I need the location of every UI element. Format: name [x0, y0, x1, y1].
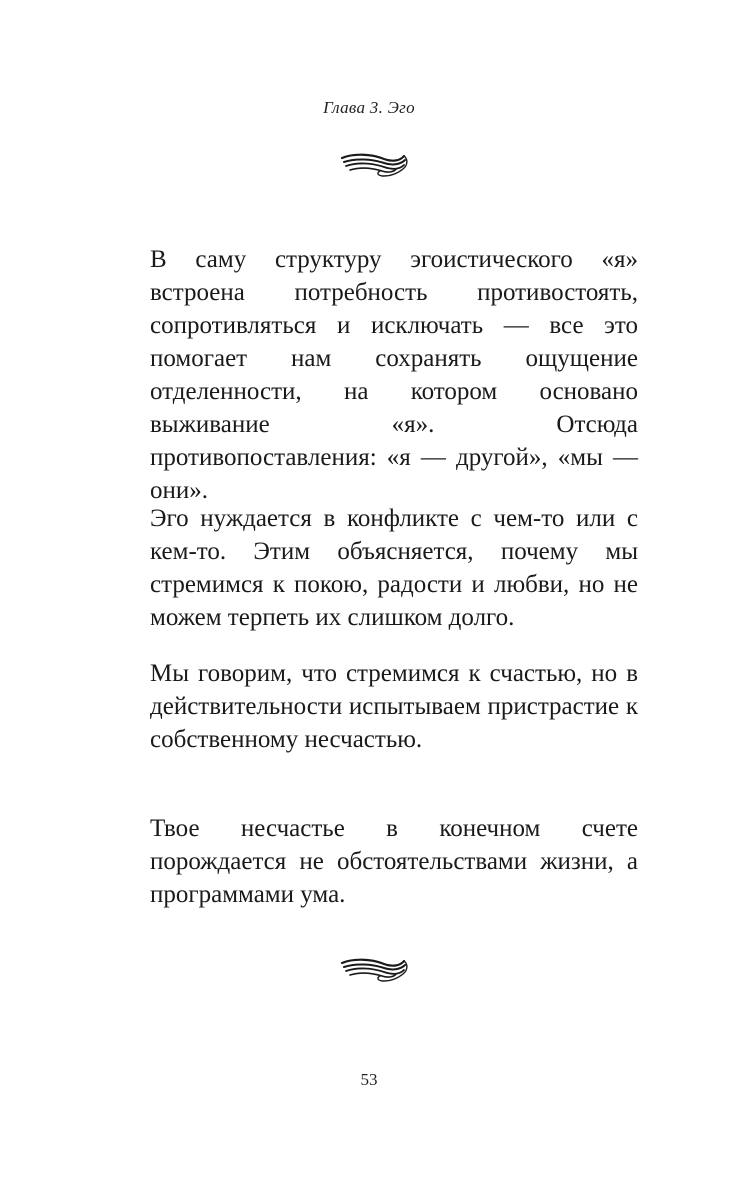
- paragraph-4: [150, 812, 638, 911]
- paragraph-3-text: Мы говорим, что стремимся к счастью, но в действительности испытываем пристрастие к собственному несчастью.: [150, 660, 638, 753]
- paragraph-2-text: Эго нуждается в конфликте с чем-то или с кем-то. Этим объясняется, почему мы стремимся к покою, радости и любви, но не можем терпеть их слишком долго.: [150, 505, 638, 631]
- swirl-ornament-icon: [338, 150, 410, 180]
- page-number: 53: [360, 1070, 378, 1089]
- swirl-ornament-icon: [338, 955, 410, 985]
- paragraph-3: [150, 657, 638, 756]
- paragraph-1: [150, 243, 638, 507]
- running-head: Глава 3. Эго: [323, 98, 415, 117]
- paragraph-1-text: В саму структуру эгоистического «я» встроена потребность противостоять, сопротивляться и исключать — все это помогает нам сохранять ощущение отделенности, на котором основано выживание «я». Отсюда противопоставления: «я — другой», «мы — они».: [150, 246, 638, 504]
- paragraph-2: [150, 502, 638, 634]
- paragraph-4-text: Твое несчастье в конечном счете порождается не обстоятельствами жизни, а программами ума.: [150, 815, 638, 908]
